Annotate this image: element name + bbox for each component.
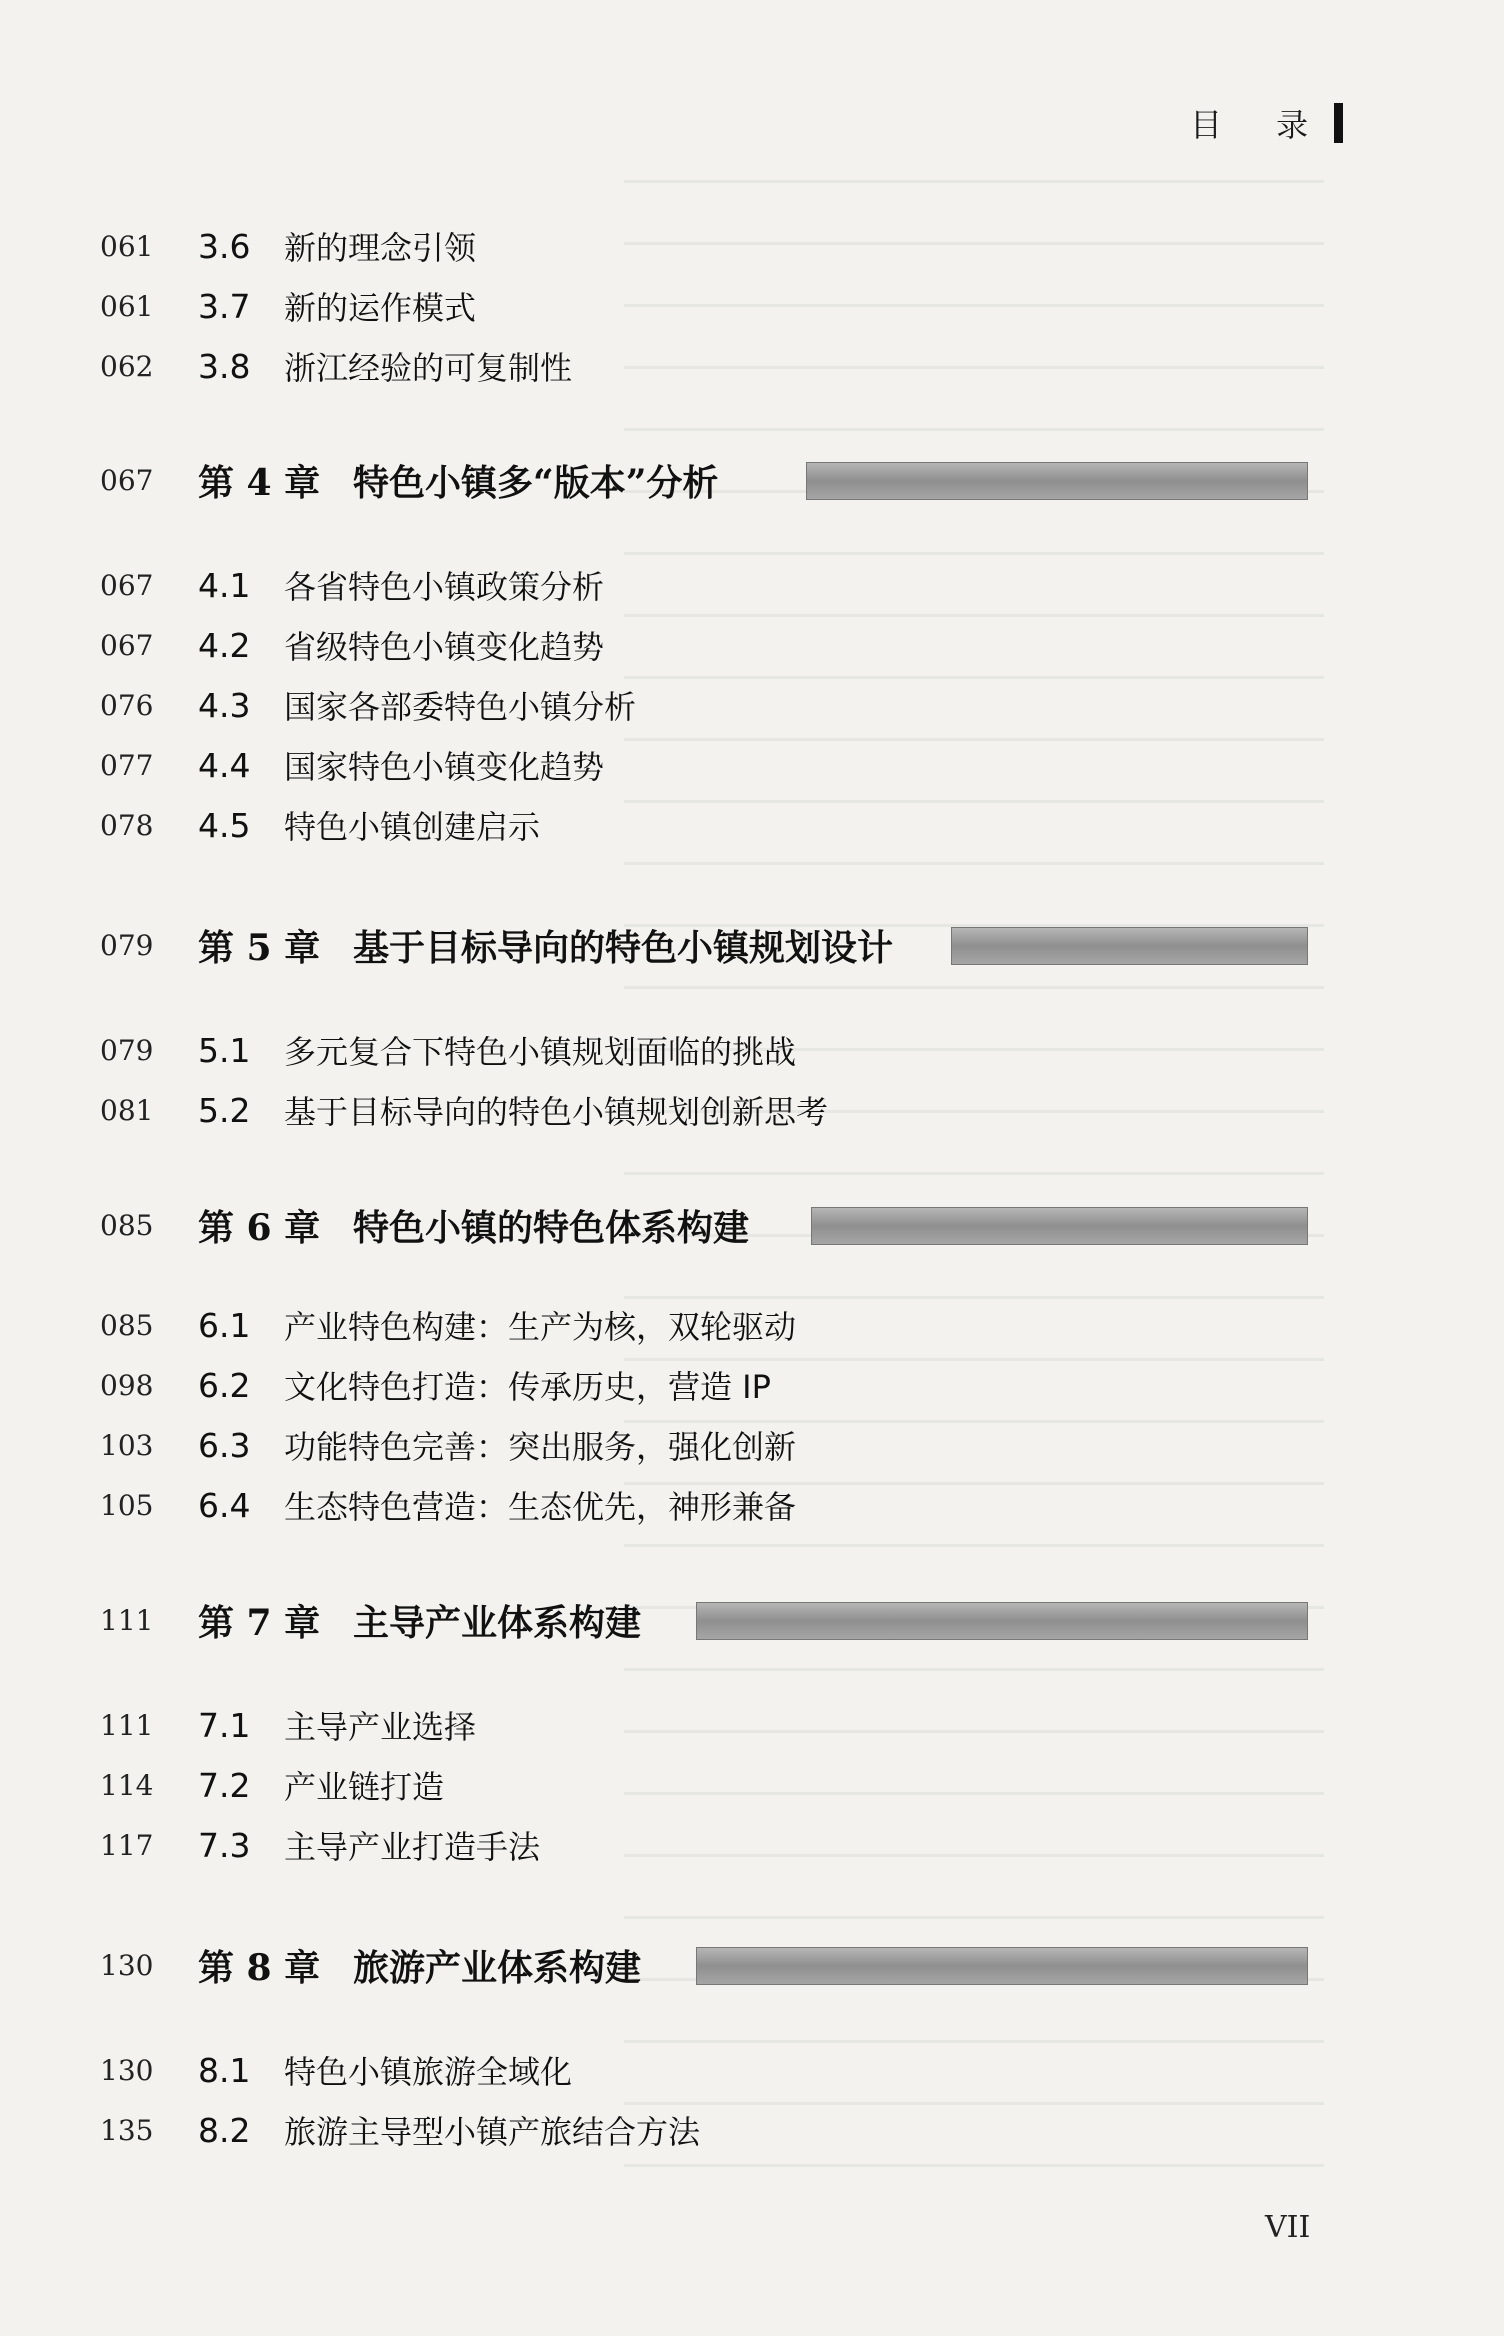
page-folio: VII bbox=[1265, 2210, 1311, 2245]
page-number: 130 bbox=[100, 1948, 154, 1982]
toc-section-row[interactable] bbox=[100, 675, 636, 735]
page-number: 061 bbox=[100, 289, 154, 323]
section-title: 主导产业选择 bbox=[284, 1708, 477, 1746]
section-title: 旅游主导型小镇产旅结合方法 bbox=[284, 2113, 701, 2151]
toc-section-row[interactable] bbox=[100, 1695, 476, 1755]
toc-section-row[interactable] bbox=[100, 615, 604, 675]
toc-section-row[interactable] bbox=[100, 2040, 572, 2100]
section-title: 多元复合下特色小镇规划面临的挑战 bbox=[284, 1033, 797, 1071]
section-title: 基于目标导向的特色小镇规划创新思考 bbox=[284, 1093, 829, 1131]
section-number: 4.2 bbox=[198, 625, 251, 665]
page-number: 111 bbox=[100, 1603, 154, 1637]
section-title: 功能特色完善：突出服务，强化创新 bbox=[284, 1428, 797, 1466]
toc-section-row[interactable] bbox=[100, 336, 572, 396]
chapter-label: 第 8 章 bbox=[198, 1946, 321, 1989]
toc-chapter-row[interactable] bbox=[100, 1195, 749, 1255]
chapter-gray-bar bbox=[696, 1602, 1308, 1640]
section-number: 5.1 bbox=[198, 1030, 251, 1070]
page-number: 085 bbox=[100, 1308, 154, 1342]
section-number: 6.4 bbox=[198, 1485, 251, 1525]
toc-section-row[interactable] bbox=[100, 1020, 796, 1080]
toc-section-row[interactable] bbox=[100, 1475, 796, 1535]
section-title: 产业链打造 bbox=[284, 1768, 445, 1806]
section-title: 浙江经验的可复制性 bbox=[284, 349, 573, 387]
toc-chapter-row[interactable] bbox=[100, 1590, 641, 1650]
chapter-label: 第 4 章 bbox=[198, 461, 321, 504]
section-number: 3.8 bbox=[198, 346, 251, 386]
section-number: 3.6 bbox=[198, 226, 251, 266]
page-number: 079 bbox=[100, 1033, 154, 1067]
section-title: 特色小镇旅游全域化 bbox=[284, 2053, 573, 2091]
toc-section-row[interactable] bbox=[100, 1755, 444, 1815]
toc-section-row[interactable] bbox=[100, 216, 476, 276]
chapter-gray-bar bbox=[951, 927, 1308, 965]
section-number: 3.7 bbox=[198, 286, 251, 326]
toc-section-row[interactable] bbox=[100, 1295, 796, 1355]
page-number: 111 bbox=[100, 1708, 154, 1742]
toc-section-row[interactable] bbox=[100, 1815, 540, 1875]
section-title: 国家特色小镇变化趋势 bbox=[284, 748, 605, 786]
toc-section-row[interactable] bbox=[100, 2100, 700, 2160]
section-number: 7.2 bbox=[198, 1765, 251, 1805]
page-number: 105 bbox=[100, 1488, 154, 1522]
toc-section-row[interactable] bbox=[100, 1080, 828, 1140]
page-number: 067 bbox=[100, 568, 154, 602]
page-number: 077 bbox=[100, 748, 154, 782]
section-title: 省级特色小镇变化趋势 bbox=[284, 628, 605, 666]
section-number: 4.3 bbox=[198, 685, 251, 725]
page-number: 117 bbox=[100, 1828, 154, 1862]
section-number: 4.1 bbox=[198, 565, 251, 605]
chapter-title: 旅游产业体系构建 bbox=[353, 1946, 642, 1989]
chapter-label: 第 7 章 bbox=[198, 1601, 321, 1644]
section-title: 国家各部委特色小镇分析 bbox=[284, 688, 637, 726]
header-title: 目 录 bbox=[1190, 106, 1331, 144]
chapter-gray-bar bbox=[811, 1207, 1308, 1245]
page-number: 061 bbox=[100, 229, 154, 263]
page-number: 135 bbox=[100, 2113, 154, 2147]
page-number: 103 bbox=[100, 1428, 154, 1462]
page-number: 067 bbox=[100, 628, 154, 662]
page-number: 081 bbox=[100, 1093, 154, 1127]
page-number: 098 bbox=[100, 1368, 154, 1402]
section-number: 8.1 bbox=[198, 2050, 251, 2090]
toc-section-row[interactable] bbox=[100, 276, 476, 336]
toc-chapter-row[interactable] bbox=[100, 915, 893, 975]
section-number: 6.2 bbox=[198, 1365, 251, 1405]
chapter-title: 主导产业体系构建 bbox=[353, 1601, 642, 1644]
chapter-gray-bar bbox=[806, 462, 1308, 500]
section-number: 6.1 bbox=[198, 1305, 251, 1345]
page-number: 079 bbox=[100, 928, 154, 962]
page-number: 130 bbox=[100, 2053, 154, 2087]
toc-section-row[interactable] bbox=[100, 795, 540, 855]
chapter-label: 第 5 章 bbox=[198, 926, 321, 969]
chapter-gray-bar bbox=[696, 1947, 1308, 1985]
section-title: 特色小镇创建启示 bbox=[284, 808, 541, 846]
chapter-title: 基于目标导向的特色小镇规划设计 bbox=[353, 926, 894, 969]
section-number: 6.3 bbox=[198, 1425, 251, 1465]
section-number: 4.4 bbox=[198, 745, 251, 785]
toc-chapter-row[interactable] bbox=[100, 450, 718, 510]
chapter-label: 第 6 章 bbox=[198, 1206, 321, 1249]
page-number: 062 bbox=[100, 349, 154, 383]
section-title: 产业特色构建：生产为核，双轮驱动 bbox=[284, 1308, 797, 1346]
section-title: 各省特色小镇政策分析 bbox=[284, 568, 605, 606]
toc-section-row[interactable] bbox=[100, 1415, 796, 1475]
section-number: 7.3 bbox=[198, 1825, 251, 1865]
section-title: 新的运作模式 bbox=[284, 289, 477, 327]
toc-section-row[interactable] bbox=[100, 555, 604, 615]
page-number: 078 bbox=[100, 808, 154, 842]
section-title: 文化特色打造：传承历史，营造 IP bbox=[284, 1368, 771, 1406]
section-number: 4.5 bbox=[198, 805, 251, 845]
section-title: 主导产业打造手法 bbox=[284, 1828, 541, 1866]
toc-section-row[interactable] bbox=[100, 1355, 771, 1415]
section-number: 7.1 bbox=[198, 1705, 251, 1745]
chapter-title: 特色小镇的特色体系构建 bbox=[353, 1206, 750, 1249]
page-number: 085 bbox=[100, 1208, 154, 1242]
toc-chapter-row[interactable] bbox=[100, 1935, 641, 1995]
section-title: 新的理念引领 bbox=[284, 229, 477, 267]
page-number: 067 bbox=[100, 463, 154, 497]
toc-section-row[interactable] bbox=[100, 735, 604, 795]
page-number: 114 bbox=[100, 1768, 154, 1802]
section-number: 5.2 bbox=[198, 1090, 251, 1130]
section-title: 生态特色营造：生态优先，神形兼备 bbox=[284, 1488, 797, 1526]
section-number: 8.2 bbox=[198, 2110, 251, 2150]
page-number: 076 bbox=[100, 688, 154, 722]
chapter-title: 特色小镇多“版本”分析 bbox=[353, 461, 719, 504]
